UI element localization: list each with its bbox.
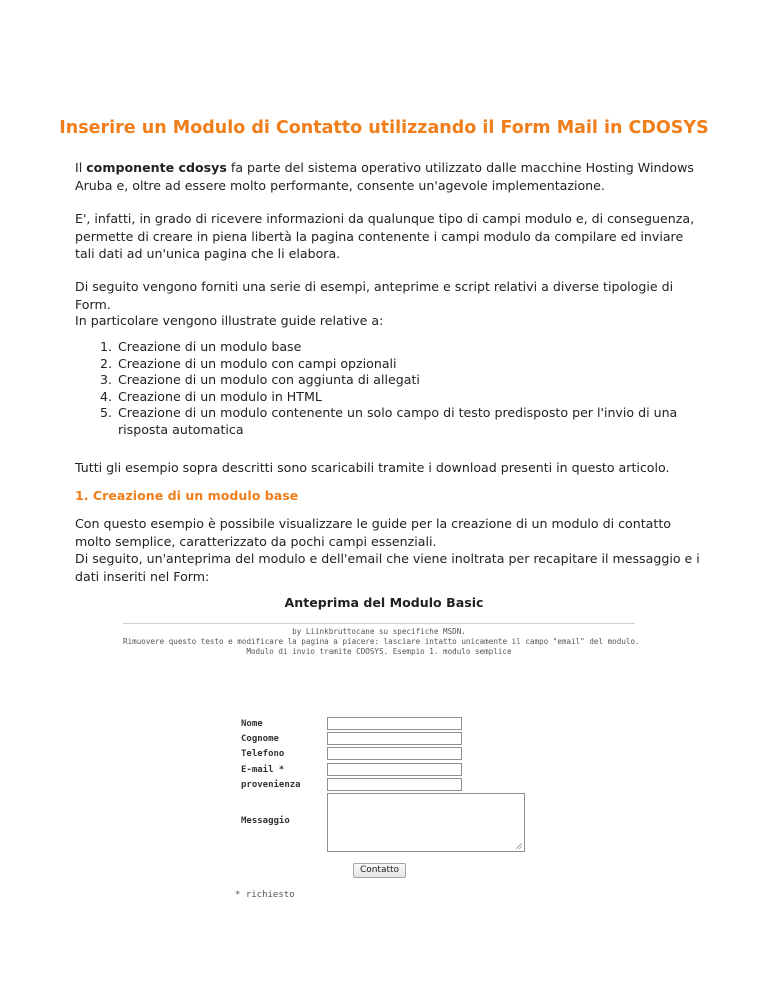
list-item — [75, 389, 705, 406]
list-item-number: 1. — [100, 339, 113, 354]
contatto-button[interactable]: Contatto — [353, 863, 406, 878]
guides-intro-paragraph: In particolare vengono illustrate guide relative a: — [75, 313, 384, 328]
email-label: E-mail * — [241, 765, 285, 775]
section-text-line-2: Di seguito, un'anteprima del modulo e dell'email che viene inoltrata per recapitare il messaggio e i dati inseriti nel Form: — [75, 551, 700, 584]
list-item-text: Creazione di un modulo contenente un solo campo di testo predisposto per l'invio di una risposta automatica — [118, 405, 678, 437]
email-input[interactable] — [327, 763, 462, 776]
examples-paragraph: Di seguito vengono forniti una serie di esempi, anteprime e script relativi a diverse tipologie di Form. — [75, 279, 674, 312]
cognome-input[interactable] — [327, 732, 462, 745]
section-text — [75, 515, 705, 585]
preview-header-line: Modulo di invio tramite CDOSYS. Esempio 1. modulo semplice — [246, 647, 512, 656]
list-item-text: Creazione di un modulo con campi opzionali — [118, 355, 397, 371]
messaggio-label: Messaggio — [241, 816, 290, 826]
list-item-text: Creazione di un modulo in HTML — [118, 388, 322, 404]
messaggio-textarea[interactable] — [327, 793, 525, 852]
resize-grip-icon[interactable] — [516, 843, 522, 849]
capabilities-paragraph: E', infatti, in grado di ricevere informazioni da qualunque tipo di campi modulo e, di conseguenza, permette di creare in piena libertà la pagina contenente i campi modulo da compilare ed inviare tali dati ad un'unica pagina che li elabora. — [75, 211, 695, 261]
list-item-text: Creazione di un modulo con aggiunta di allegati — [118, 372, 420, 387]
list-item-number: 3. — [100, 372, 113, 387]
nome-label: Nome — [241, 719, 263, 729]
provenienza-label: provenienza — [241, 780, 301, 790]
list-item — [75, 356, 705, 373]
section-heading-modulo-base: 1. Creazione di un modulo base — [75, 488, 299, 503]
list-item — [75, 339, 705, 356]
page-title: Inserire un Modulo di Contatto utilizzando il Form Mail in CDOSYS — [59, 118, 709, 138]
section-text-line-1: Con questo esempio è possibile visualizzare le guide per la creazione di un modulo di contatto molto semplice, caratterizzato da pochi campi essenziali. — [75, 516, 671, 549]
list-item — [75, 405, 705, 438]
download-note-paragraph: Tutti gli esempio sopra descritti sono scaricabili tramite i download presenti in questo articolo. — [75, 460, 670, 475]
list-item — [75, 372, 705, 389]
intro-prefix: Il — [75, 160, 87, 175]
guides-list — [75, 339, 705, 438]
list-item-number: 2. — [100, 355, 113, 371]
list-item-number: 4. — [100, 388, 113, 404]
provenienza-input[interactable] — [327, 778, 462, 791]
cognome-label: Cognome — [241, 734, 279, 744]
preview-header — [123, 627, 640, 657]
intro-bold-term: componente cdosys — [86, 160, 227, 175]
preview-header-line: by Liinkbruttocane su specifiche MSDN. — [292, 627, 466, 636]
form-preview-screenshot — [123, 620, 640, 910]
preview-divider — [123, 623, 635, 624]
intro-rest: fa parte del sistema operativo utilizzato dalle macchine Hosting Windows Aruba e, oltre ad essere molto performante, consente un'agevole implementazione. — [75, 160, 694, 193]
telefono-input[interactable] — [327, 747, 462, 760]
required-note: * richiesto — [235, 890, 295, 900]
nome-input[interactable] — [327, 717, 462, 730]
list-item-text: Creazione di un modulo base — [118, 339, 302, 354]
intro-paragraph — [75, 159, 705, 194]
list-item-number: 5. — [100, 405, 113, 420]
preview-title: Anteprima del Modulo Basic — [284, 595, 484, 610]
telefono-label: Telefono — [241, 749, 285, 759]
preview-header-line: Rimuovere questo testo e modificare la pagina a piacere: lasciare intatto unicamente il campo "email" del modulo. — [123, 637, 640, 646]
